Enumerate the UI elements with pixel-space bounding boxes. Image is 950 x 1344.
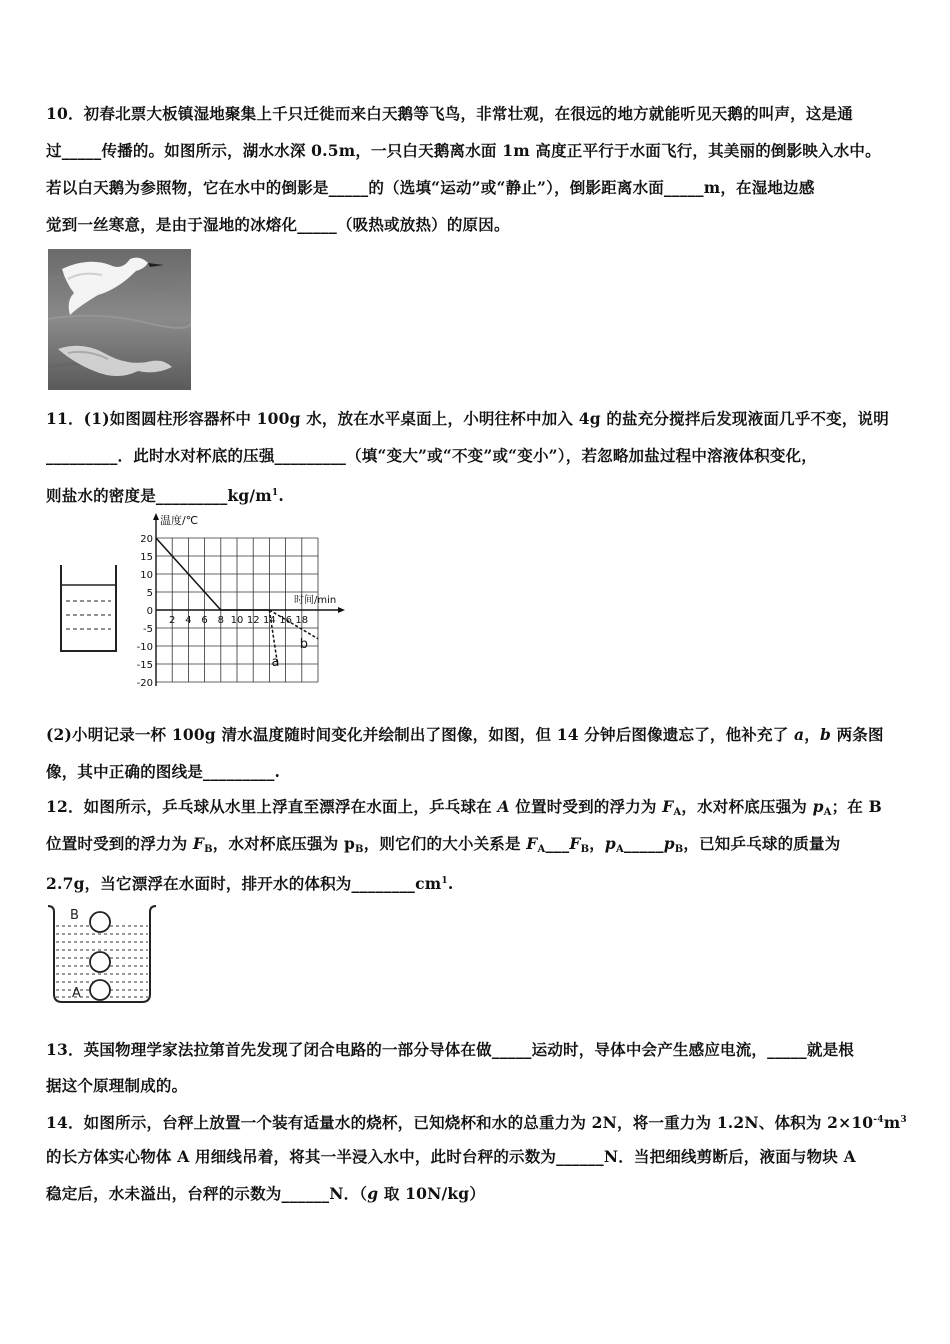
q12-l1-p: p xyxy=(812,797,824,816)
q14-l1-sup2: 3 xyxy=(900,1115,907,1125)
q12-l2-comma: ， xyxy=(589,834,605,853)
q12-l2-p1sub: A xyxy=(615,844,624,855)
q12-l1-A: A xyxy=(497,797,510,816)
q12-l2-b: ，水对杯底压强为 p xyxy=(212,834,356,853)
q12-l3-post: . xyxy=(447,874,454,893)
q11-line-2: _________．此时水对杯底的压强_________（填“变大”或“不变”或“变小”），若忽略加盐过程中溶液体积变化， xyxy=(46,446,817,465)
q11-line-3-text: 则盐水的密度是_________kg/m xyxy=(46,486,272,505)
q14-line-3 xyxy=(46,1184,485,1204)
q12-l1-c: ，水对杯底压强为 xyxy=(681,797,813,816)
q12-l2-pBsub: B xyxy=(355,844,364,855)
q12-l1-a: 12．如图所示，乒乓球从水里上浮直至漂浮在水面上，乒乓球在 xyxy=(46,797,498,816)
q11-line-3-sup: 1 xyxy=(271,488,279,498)
temperature-time-chart xyxy=(126,510,356,690)
y-tick-label: -20 xyxy=(136,678,153,689)
y-tick-label: 20 xyxy=(140,534,153,545)
q12-l1-psub: A xyxy=(823,807,832,818)
ball-label-B: B xyxy=(70,908,79,923)
q11-part2-line-2: 像，其中正确的图线是_________. xyxy=(46,762,281,781)
q12-l1-Fsub: A xyxy=(673,807,682,818)
q10-line-3: 若以白天鹅为参照物，它在水中的倒影是_____的（选填“运动”或“静止”），倒影距离水面_____m，在湿地边感 xyxy=(46,178,815,197)
q14-l3-g: g xyxy=(367,1184,379,1203)
x-axis-arrow xyxy=(338,607,345,613)
q14-l3-a: 稳定后，水未溢出，台秤的示数为______N．（ xyxy=(46,1184,368,1203)
q12-l2-d: ，已知乒乓球的质量为 xyxy=(683,834,841,853)
q12-line-1 xyxy=(46,797,882,823)
q12-line-2 xyxy=(46,834,840,860)
q11-line-3-post: . xyxy=(278,486,284,505)
q10-line-1: 10．初春北票大板镇湿地聚集上千只迁徙而来白天鹅等飞鸟，非常壮观，在很远的地方就能听见天鹅的叫声，这是通 xyxy=(46,104,853,123)
x-tick-label: 12 xyxy=(246,615,260,626)
q14-l1-sup: -4 xyxy=(873,1115,884,1125)
q12-l2-p2: p xyxy=(663,834,675,853)
q12-l2-F2: F xyxy=(569,834,581,853)
x-axis-label: 时间/min xyxy=(294,595,337,606)
swan-photo xyxy=(48,249,191,390)
y-tick-label: 15 xyxy=(140,552,153,563)
x-tick-label: 8 xyxy=(217,615,224,626)
q11-part2-line-1 xyxy=(46,725,884,745)
q11-p2-var-b: b xyxy=(819,725,831,744)
q12-l2-a: 位置时受到的浮力为 xyxy=(46,834,193,853)
q12-l1-F: F xyxy=(662,797,674,816)
y-tick-label: -5 xyxy=(143,624,153,635)
temperature-chart-svg xyxy=(126,510,356,690)
y-axis-label: 温度/℃ xyxy=(160,514,199,527)
y-tick-label: 0 xyxy=(146,606,153,617)
y-tick-label: 10 xyxy=(140,570,153,581)
q12-line-3 xyxy=(46,871,453,894)
q12-l2-blank1: ___ xyxy=(545,834,570,853)
q14-l1-text: 14．如图所示，台秤上放置一个装有适量水的烧杯，已知烧杯和水的总重力为 2N，将一重力为 1.2N、体积为 2×10 xyxy=(46,1113,874,1132)
x-tick-label: 10 xyxy=(230,615,244,626)
q12-l2-F1sub: A xyxy=(537,844,546,855)
x-tick-label: 4 xyxy=(185,615,192,626)
q14-line-1 xyxy=(46,1110,907,1133)
q13-line-2: 据这个原理制成的。 xyxy=(46,1076,188,1095)
q10-line-4: 觉到一丝寒意，是由于湿地的冰熔化_____（吸热或放热）的原因。 xyxy=(46,215,510,234)
x-tick-label: 14 xyxy=(263,615,276,626)
series-label-b: b xyxy=(299,637,309,652)
q12-l2-blank2: _____ xyxy=(623,834,664,853)
y-tick-label: 5 xyxy=(146,588,153,599)
y-tick-label: -15 xyxy=(136,660,153,671)
cylinder-container-figure xyxy=(58,563,120,655)
y-tick-label: -10 xyxy=(136,642,153,653)
ball-label-A: A xyxy=(72,986,81,1001)
q11-line-1: 11．(1)如图圆柱形容器杯中 100g 水，放在水平桌面上，小明往杯中加入 4g 的盐充分搅拌后发现液面几乎不变，说明 xyxy=(46,409,889,428)
q11-line-3 xyxy=(46,483,284,506)
q12-l2-p2sub: B xyxy=(674,844,684,855)
x-tick-label: 16 xyxy=(279,615,292,626)
q12-l1-d: ；在 B xyxy=(831,797,882,816)
q12-l2-p1: p xyxy=(604,834,616,853)
series-line-b xyxy=(269,610,318,639)
q12-l2-c: ，则它们的大小关系是 xyxy=(363,834,527,853)
q14-l3-b: 取 10N/kg） xyxy=(378,1184,486,1203)
y-axis-arrow xyxy=(153,513,159,520)
x-tick-label: 18 xyxy=(295,615,309,626)
q12-l2-F: F xyxy=(192,834,205,853)
q12-l3-text: 2.7g，当它漂浮在水面时，排开水的体积为________cm xyxy=(46,874,442,893)
q12-l1-b: 位置时受到的浮力为 xyxy=(509,797,663,816)
beaker-ball-figure xyxy=(46,902,158,1006)
q13-line-1: 13．英国物理学家法拉第首先发现了闭合电路的一部分导体在做_____运动时，导体中会产生感应电流，_____就是根 xyxy=(46,1040,854,1059)
q12-l2-F2sub: B xyxy=(580,844,590,855)
series-label-a: a xyxy=(271,655,280,670)
q14-l1-post: m xyxy=(883,1113,901,1132)
q12-l2-Fsub: B xyxy=(204,844,213,855)
q14-line-2: 的长方体实心物体 A 用细线吊着，将其一半浸入水中，此时台秤的示数为______N．当把细线剪断后，液面与物块 A xyxy=(46,1147,856,1166)
q11-p2-text-a: (2)小明记录一杯 100g 清水温度随时间变化并绘制出了图像，如图，但 14 分钟后图像遗忘了，他补充了 xyxy=(46,725,794,744)
q10-line-2: 过_____传播的。如图所示，湖水水深 0.5m，一只白天鹅离水面 1m 高度正平行于水面飞行，其美丽的倒影映入水中。 xyxy=(46,141,881,160)
q12-l2-F1: F xyxy=(526,834,538,853)
q11-p2-sep: ， xyxy=(804,725,820,744)
q12-l3-sup: 1 xyxy=(441,876,448,886)
q11-p2-text-b: 两条图 xyxy=(831,725,884,744)
x-tick-label: 6 xyxy=(201,615,208,626)
x-tick-label: 2 xyxy=(169,615,176,626)
q11-p2-var-a: a xyxy=(794,725,805,744)
